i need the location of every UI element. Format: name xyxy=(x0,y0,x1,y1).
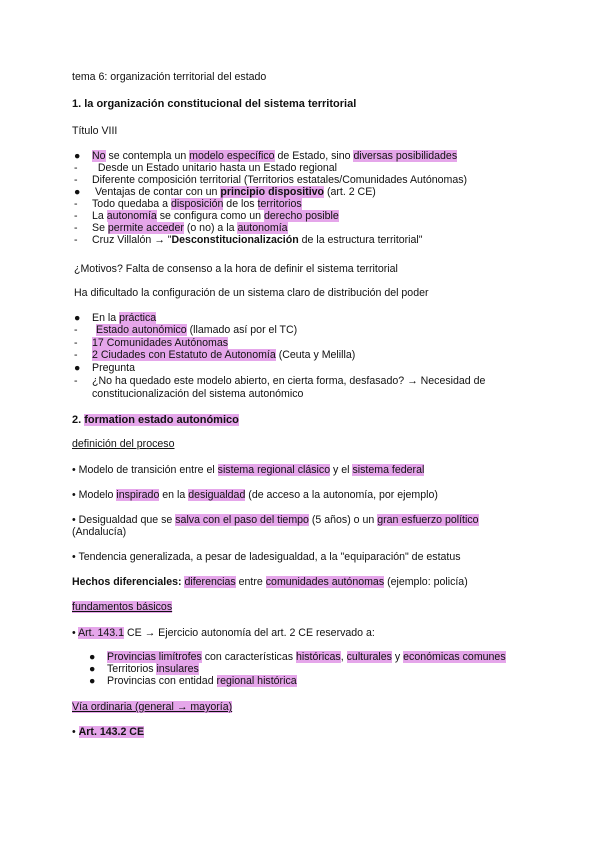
highlight: Estado autonómico xyxy=(96,324,187,336)
highlight: salva con el paso del tiempo xyxy=(175,514,309,526)
list-item: Diferente composición territorial (Territorios estatales/Comunidades Autónomas) xyxy=(92,174,468,186)
dash-marker: - xyxy=(74,375,78,387)
dash-marker: - xyxy=(74,222,78,234)
highlight: principio dispositivo xyxy=(220,186,324,198)
bold-text: Hechos diferenciales: xyxy=(72,576,182,588)
bullet-marker: ● xyxy=(74,186,81,198)
dash-marker: - xyxy=(74,174,78,186)
highlight: diversas posibilidades xyxy=(353,150,458,162)
dash-marker: - xyxy=(74,210,78,222)
text-run: se contempla un xyxy=(105,150,190,162)
text-run: en la xyxy=(159,489,189,501)
list-item xyxy=(96,324,297,337)
text-run: de los xyxy=(223,198,258,210)
highlight: permite acceder xyxy=(107,222,184,234)
text-run: • Modelo xyxy=(72,489,117,501)
text-run: se configura como un xyxy=(156,210,264,222)
text-run: La xyxy=(92,210,107,222)
paragraph: ¿Motivos? Falta de consenso a la hora de definir el sistema territorial xyxy=(74,263,398,275)
highlight: regional histórica xyxy=(216,675,297,687)
section-1-heading: 1. la organización constitucional del sistema territorial xyxy=(72,98,357,110)
highlight: sistema federal xyxy=(352,464,425,476)
list-item-continuation: constitucionalización del sistema autonómico xyxy=(92,388,304,400)
dash-marker: - xyxy=(74,234,78,246)
text-run: Se xyxy=(92,222,108,234)
dash-marker: - xyxy=(74,198,78,210)
paragraph xyxy=(72,576,468,589)
text-run: (ejemplo: policía) xyxy=(384,576,468,588)
list-item xyxy=(92,234,423,247)
paragraph xyxy=(72,464,424,477)
bullet-marker: ● xyxy=(89,675,96,687)
paragraph xyxy=(72,726,144,739)
text-run: y xyxy=(391,651,404,663)
highlight: insulares xyxy=(156,663,199,675)
text-run: Ventajas de contar con un xyxy=(92,186,221,198)
bullet-marker: ● xyxy=(74,150,81,162)
highlight: diferencias xyxy=(184,576,236,588)
highlight: 2 Ciudades con Estatuto de Autonomía xyxy=(92,349,276,361)
highlight: autonomía xyxy=(106,210,157,222)
highlight: práctica xyxy=(119,312,157,324)
paragraph-continuation: (Andalucía) xyxy=(72,526,127,538)
paragraph: • Tendencia generalizada, a pesar de ladesigualdad, a la "equiparación" de estatus xyxy=(72,551,461,563)
highlight: desigualdad xyxy=(188,489,246,501)
list-item: Pregunta xyxy=(92,362,135,374)
highlight: 17 Comunidades Autónomas xyxy=(92,337,229,349)
text-run: CE → Ejercicio autonomía del art. 2 CE reservado a: xyxy=(124,627,375,639)
highlight: comunidades autónomas xyxy=(265,576,385,588)
highlight: Vía ordinaria (general → mayoría) xyxy=(72,701,233,713)
highlight: económicas comunes xyxy=(403,651,506,663)
highlight: fundamentos básicos xyxy=(72,601,173,613)
text-run: entre xyxy=(235,576,266,588)
text-run: • Desigualdad que se xyxy=(72,514,176,526)
highlight: territorios xyxy=(257,198,302,210)
text-run: Todo quedaba a xyxy=(92,198,171,210)
text-run: Provincias con entidad xyxy=(107,675,217,687)
bold-text: Desconstitucionalización xyxy=(171,234,299,246)
text-run: (de acceso a la autonomía, por ejemplo) xyxy=(245,489,438,501)
text-run: con características xyxy=(201,651,296,663)
highlight: sistema regional clásico xyxy=(217,464,331,476)
highlight: Provincias limítrofes xyxy=(107,651,202,663)
text-run: (Ceuta y Melilla) xyxy=(275,349,356,361)
text-run: de Estado, sino xyxy=(274,150,354,162)
highlight: No xyxy=(92,150,106,162)
text-run: • xyxy=(72,627,79,639)
highlight: Art. 143.1 xyxy=(78,627,125,639)
text-run: • Modelo de transición entre el xyxy=(72,464,218,476)
highlight: autonomía xyxy=(237,222,288,234)
document-title: tema 6: organización territorial del estado xyxy=(72,71,267,83)
text-run: (o no) a la xyxy=(183,222,238,234)
text-run: (llamado así por el TC) xyxy=(186,324,298,336)
highlight: modelo específico xyxy=(189,150,275,162)
list-item xyxy=(107,675,297,688)
text-run: • xyxy=(72,726,79,738)
dash-marker: - xyxy=(74,324,78,336)
paragraph xyxy=(72,489,438,502)
highlight: culturales xyxy=(346,651,392,663)
highlight: disposición xyxy=(170,198,224,210)
bullet-marker: ● xyxy=(89,663,96,675)
subheading-via-ordinaria xyxy=(72,701,232,714)
dash-marker: - xyxy=(74,162,78,174)
highlight: Art. 143.2 CE xyxy=(78,726,145,738)
bullet-marker: ● xyxy=(74,362,81,374)
text-run: de la estructura territorial" xyxy=(298,234,423,246)
dash-marker: - xyxy=(74,349,78,361)
list-item xyxy=(92,349,355,362)
paragraph xyxy=(72,627,375,640)
highlight: inspirado xyxy=(116,489,160,501)
text-run: (5 años) o un xyxy=(308,514,378,526)
subheading-definicion: definición del proceso xyxy=(72,438,175,450)
dash-marker: - xyxy=(74,337,78,349)
text-run: , xyxy=(340,651,347,663)
section-2-heading xyxy=(72,414,239,427)
text-run: En la xyxy=(92,312,120,324)
list-item: ¿No ha quedado este modelo abierto, en cierta forma, desfasado? → Necesidad de xyxy=(92,375,486,387)
bullet-marker: ● xyxy=(74,312,81,324)
text-run: Territorios xyxy=(107,663,157,675)
text-run: y el xyxy=(330,464,353,476)
bullet-marker: ● xyxy=(89,651,96,663)
highlight: históricas xyxy=(295,651,341,663)
highlight: formation estado autonómico xyxy=(84,414,239,426)
paragraph: Ha dificultado la configuración de un sistema claro de distribución del poder xyxy=(74,287,429,299)
highlight: gran esfuerzo político xyxy=(377,514,479,526)
highlight: derecho posible xyxy=(263,210,339,222)
heading-number: 2. xyxy=(72,414,85,426)
text-run: (art. 2 CE) xyxy=(324,186,376,198)
paragraph xyxy=(72,514,479,527)
list-item: Desde un Estado unitario hasta un Estado regional xyxy=(92,162,337,174)
subheading-fundamentos xyxy=(72,601,172,614)
section-1-subtitle: Título VIII xyxy=(72,125,118,137)
text-run: Cruz Villalón → " xyxy=(92,234,172,246)
